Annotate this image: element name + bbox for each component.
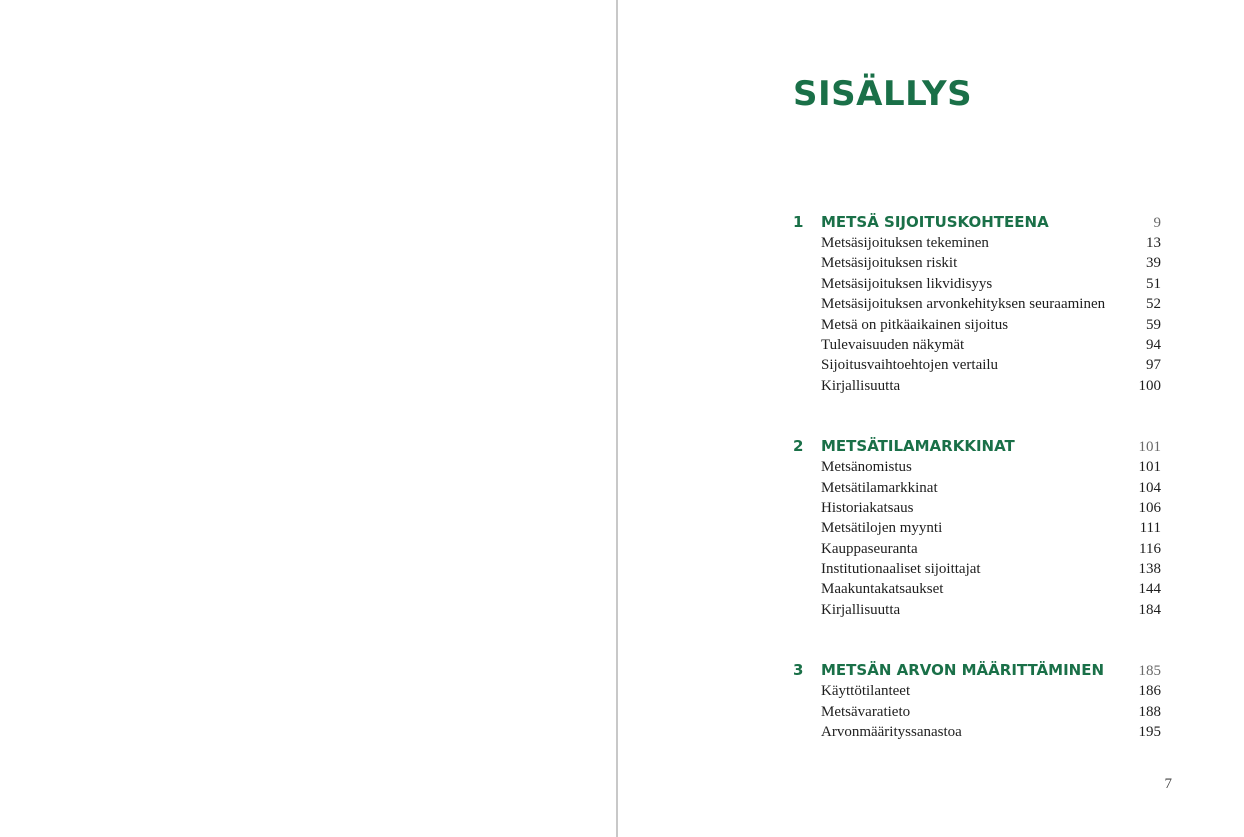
chapter-number: 3 [793,661,804,680]
chapter-heading[interactable] [793,212,1161,233]
toc-entry-title: Metsätilojen myynti [821,520,943,537]
toc-entry-page: 188 [1138,703,1161,720]
toc-entry-page: 106 [1138,499,1161,516]
toc-chapter-1 [793,212,1161,396]
toc-entry-page: 111 [1139,520,1161,537]
toc-entry-title: Metsä on pitkäaikainen sijoitus [821,316,1009,333]
toc-entry-title: Metsänomistus [821,459,912,476]
toc-entry[interactable] [793,274,1161,294]
toc-entry-title: Kirjallisuutta [821,601,901,618]
chapter-title: METSÄN ARVON MÄÄRITTÄMINEN [821,661,1105,680]
toc-entry-title: Arvonmäärityssanastoa [821,724,962,741]
toc-entry-title: Sijoitusvaihtoehtojen vertailu [821,357,999,374]
toc-entry-page: 94 [1146,336,1161,353]
toc-entry[interactable] [793,559,1161,579]
toc-entry-title: Metsäsijoituksen likvidisyys [821,275,993,292]
toc-entry[interactable] [793,722,1161,742]
toc-entry[interactable] [793,702,1161,722]
toc-entry-title: Kauppaseuranta [821,540,918,557]
toc-chapter-2 [793,436,1161,620]
toc-entry-page: 184 [1138,601,1161,618]
toc-entry-title: Maakuntakatsaukset [821,581,944,598]
toc-entry-page: 195 [1138,724,1161,741]
toc-entry[interactable] [793,539,1161,559]
toc-entry-page: 51 [1146,275,1161,292]
toc-entry[interactable] [793,478,1161,498]
toc-entry[interactable] [793,253,1161,273]
toc-entry[interactable] [793,579,1161,599]
toc-entry-page: 186 [1138,683,1161,700]
toc-entry[interactable] [793,335,1161,355]
chapter-page: 101 [1138,439,1161,456]
toc-entry-page: 100 [1138,377,1161,394]
toc-entry-title: Metsäsijoituksen arvonkehityksen seuraaminen [821,296,1106,313]
toc-entry-page: 144 [1138,581,1161,598]
toc-entry[interactable] [793,315,1161,335]
chapter-title: METSÄTILAMARKKINAT [821,437,1015,456]
toc-entry-page: 101 [1138,459,1161,476]
toc-entry-page: 13 [1146,235,1161,251]
page-title: SISÄLLYS [793,74,973,114]
chapter-entries [793,681,1161,742]
table-of-contents [793,212,1161,782]
toc-entry-title: Historiakatsaus [821,499,914,516]
toc-entry[interactable] [793,518,1161,538]
toc-entry[interactable] [793,376,1161,396]
toc-entry-title: Metsäsijoituksen tekeminen [821,235,989,251]
page-number: 7 [1164,776,1172,792]
chapter-entries [793,457,1161,620]
toc-entry-title: Metsätilamarkkinat [821,479,938,496]
chapter-entries [793,233,1161,396]
toc-entry[interactable] [793,355,1161,375]
chapter-heading[interactable] [793,660,1161,681]
toc-entry-title: Kirjallisuutta [821,377,901,394]
toc-entry-page: 59 [1146,316,1161,333]
toc-entry[interactable] [793,457,1161,477]
toc-entry-page: 116 [1139,540,1161,557]
chapter-page: 185 [1138,663,1161,680]
toc-entry-page: 39 [1146,255,1161,272]
chapter-page: 9 [1153,215,1161,231]
chapter-title: METSÄ SIJOITUSKOHTEENA [821,213,1049,231]
toc-entry[interactable] [793,498,1161,518]
toc-entry-page: 52 [1146,296,1161,313]
left-page-blank [0,0,616,837]
toc-entry-page: 97 [1146,357,1161,374]
toc-entry[interactable] [793,681,1161,701]
toc-entry-title: Käyttötilanteet [821,683,911,700]
toc-entry-title: Tulevaisuuden näkymät [821,336,965,353]
toc-chapter-3 [793,660,1161,742]
chapter-heading[interactable] [793,436,1161,457]
toc-entry-title: Institutionaaliset sijoittajat [821,561,981,578]
toc-entry-page: 104 [1138,479,1161,496]
toc-entry-title: Metsävaratieto [821,703,911,720]
chapter-number: 1 [793,213,804,231]
toc-entry[interactable] [793,294,1161,314]
toc-entry-title: Metsäsijoituksen riskit [821,255,958,272]
toc-entry[interactable] [793,600,1161,620]
chapter-number: 2 [793,437,804,456]
toc-entry[interactable] [793,233,1161,253]
toc-entry-page: 138 [1138,561,1161,578]
